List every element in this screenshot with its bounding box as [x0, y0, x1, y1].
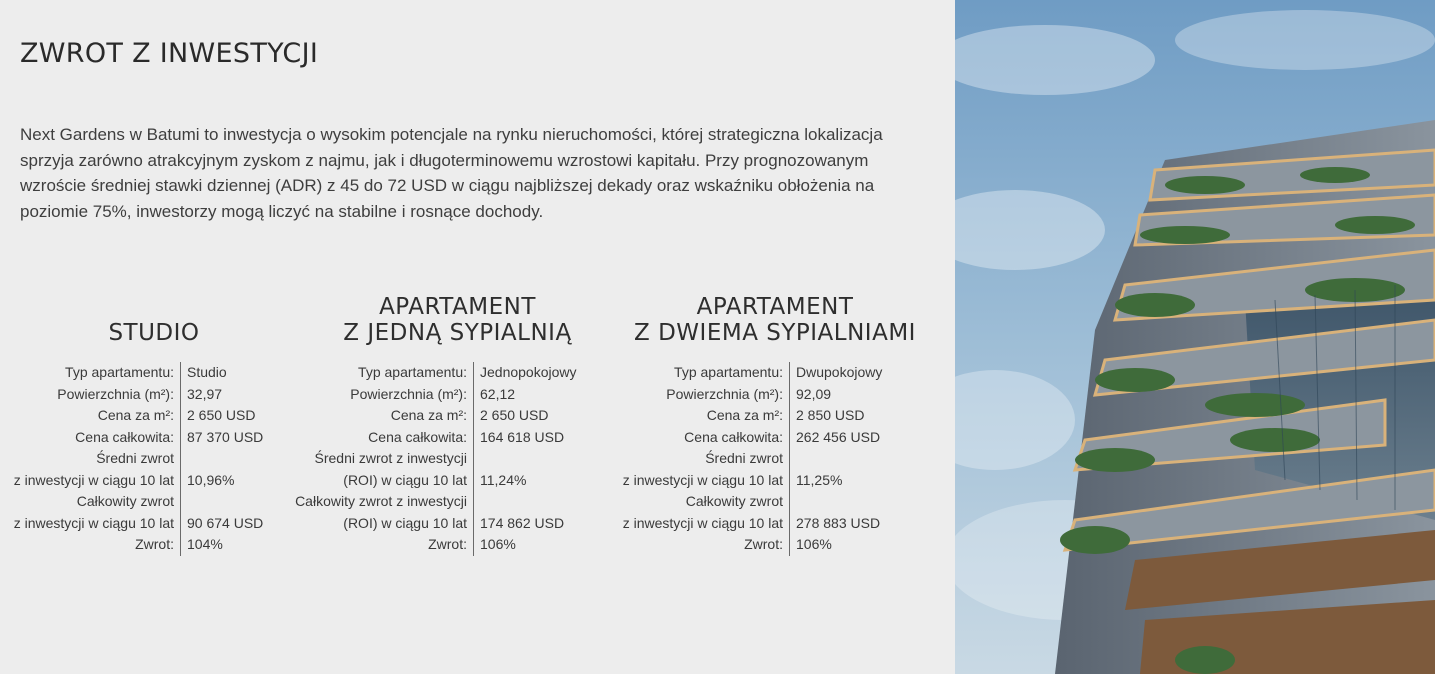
column-title: APARTAMENT Z DWIEMA SYPIALNIAMI — [634, 294, 916, 346]
spec-label: z inwestycji w ciągu 10 lat — [622, 514, 783, 531]
spec-value: 32,97 — [187, 385, 223, 402]
spec-value: 92,09 — [796, 385, 832, 402]
column-one-bedroom — [285, 290, 605, 556]
spec-value: 11,24% — [480, 471, 527, 488]
column-title: STUDIO — [108, 320, 200, 346]
spec-value: 106% — [796, 536, 832, 552]
spec-label: (ROI) w ciągu 10 lat — [343, 471, 467, 488]
spec-label: Całkowity zwrot z inwestycji — [295, 493, 467, 509]
spec-label: Powierzchnia (m²): — [666, 385, 783, 402]
spec-values — [474, 362, 577, 556]
spec-label: Cena za m²: — [390, 407, 467, 423]
spec-labels — [617, 362, 790, 556]
page-title: ZWROT Z INWESTYCJI — [20, 38, 319, 69]
spec-label: Średni zwrot — [705, 450, 783, 466]
spec-label: z inwestycji w ciągu 10 lat — [13, 471, 174, 488]
spec-label: Cena za m²: — [97, 407, 174, 423]
spec-value: 106% — [480, 536, 516, 552]
spec-labels — [285, 362, 474, 556]
intro-paragraph: Next Gardens w Batumi to inwestycja o wysokim potencjale na rynku nieruchomości, której strategiczna lokalizacja sprzyja zarówno atrakcyjnym zyskom z najmu, jak i długoterminowemu wzrostowi kapitału. Przy prognozowanym wzroście średniej stawki dziennej (ADR) z 45 do 72 USD w ciągu najbliższej dekady oraz wskaźniku obłożenia na poziomie 75%, inwestorzy mogą liczyć na stabilne i rosnące dochody. — [20, 125, 883, 221]
column-studio — [8, 290, 308, 556]
spec-values — [790, 362, 882, 556]
spec-value: 104% — [187, 536, 223, 552]
spec-value: 2 850 USD — [796, 407, 865, 423]
column-title: APARTAMENT Z JEDNĄ SYPIALNIĄ — [343, 294, 572, 346]
spec-label: Średni zwrot — [96, 450, 174, 466]
spec-label: Typ apartamentu: — [358, 364, 467, 380]
spec-value: 10,96% — [187, 471, 235, 488]
spec-value: 164 618 USD — [480, 428, 565, 445]
spec-value — [187, 491, 263, 513]
spec-value: 2 650 USD — [187, 407, 256, 423]
spec-value: 90 674 USD — [187, 514, 264, 531]
spec-label: Cena całkowita: — [684, 428, 783, 445]
column-two-bedroom — [617, 290, 937, 556]
spec-label: z inwestycji w ciągu 10 lat — [13, 514, 174, 531]
spec-label: Typ apartamentu: — [674, 364, 783, 380]
spec-label: Cena całkowita: — [75, 428, 174, 445]
spec-value: 62,12 — [480, 385, 516, 402]
spec-labels — [8, 362, 181, 556]
spec-value: 2 650 USD — [480, 407, 549, 423]
spec-label: Średni zwrot z inwestycji — [314, 450, 467, 466]
building-photo — [955, 0, 1435, 674]
spec-label: Powierzchnia (m²): — [350, 385, 467, 402]
spec-value — [796, 448, 882, 470]
spec-label: Typ apartamentu: — [65, 364, 174, 380]
spec-values — [181, 362, 263, 556]
building-illustration — [955, 0, 1435, 674]
spec-value: 262 456 USD — [796, 428, 881, 445]
spec-table — [285, 362, 605, 556]
spec-label: Zwrot: — [744, 536, 783, 552]
spec-table — [8, 362, 308, 556]
spec-label: Cena za m²: — [706, 407, 783, 423]
spec-label: Zwrot: — [135, 536, 174, 552]
spec-label: Powierzchnia (m²): — [57, 385, 174, 402]
spec-value — [187, 448, 263, 470]
spec-label: Całkowity zwrot — [76, 493, 174, 509]
spec-label: z inwestycji w ciągu 10 lat — [622, 471, 783, 488]
spec-value: 87 370 USD — [187, 428, 264, 445]
spec-label: Cena całkowita: — [368, 428, 467, 445]
spec-label: (ROI) w ciągu 10 lat — [343, 514, 467, 531]
spec-value: Jednopokojowy — [480, 364, 577, 380]
spec-label: Zwrot: — [428, 536, 467, 552]
spec-value: 174 862 USD — [480, 514, 565, 531]
spec-label: Całkowity zwrot — [685, 493, 783, 509]
spec-value: 278 883 USD — [796, 514, 881, 531]
spec-value: Studio — [187, 364, 227, 380]
spec-value — [480, 448, 577, 470]
spec-value — [796, 491, 882, 513]
spec-table — [617, 362, 937, 556]
spec-value: 11,25% — [796, 471, 843, 488]
spec-value — [480, 491, 577, 513]
spec-value: Dwupokojowy — [796, 364, 883, 380]
